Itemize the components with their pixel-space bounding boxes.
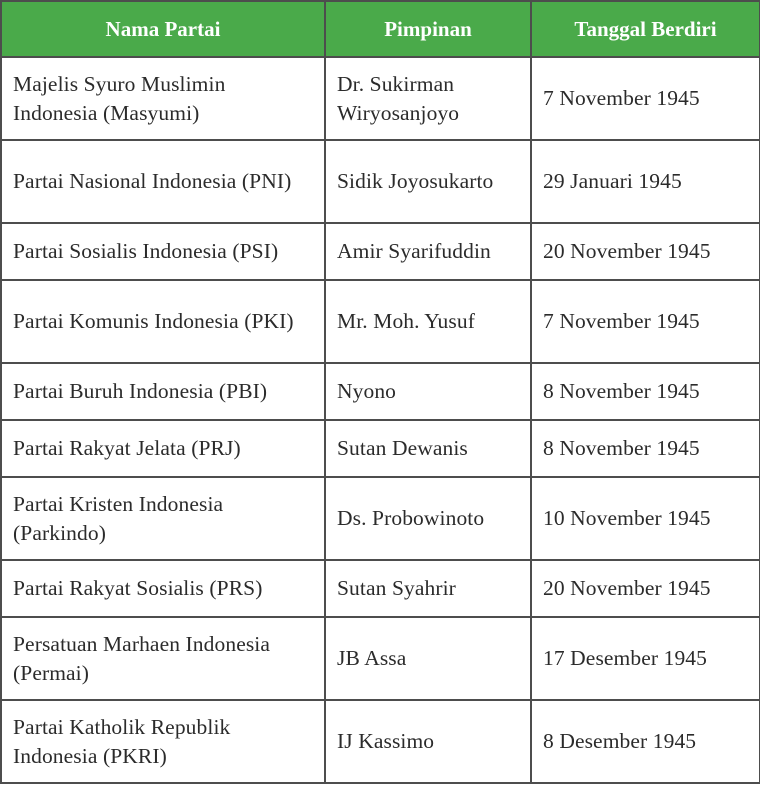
cell-pimpinan: Nyono — [325, 363, 531, 420]
cell-tanggal-berdiri: 20 November 1945 — [531, 560, 760, 617]
cell-tanggal-berdiri: 20 November 1945 — [531, 223, 760, 280]
table-row — [1, 223, 760, 280]
cell-tanggal-berdiri: 7 November 1945 — [531, 280, 760, 363]
cell-pimpinan: Sidik Joyosukarto — [325, 140, 531, 223]
cell-pimpinan: Dr. Sukirman Wiryosanjoyo — [325, 57, 531, 140]
cell-tanggal-berdiri: 7 November 1945 — [531, 57, 760, 140]
cell-nama-partai: Majelis Syuro Muslimin Indonesia (Masyumi) — [1, 57, 325, 140]
cell-tanggal-berdiri: 29 Januari 1945 — [531, 140, 760, 223]
cell-tanggal-berdiri: 8 Desember 1945 — [531, 700, 760, 783]
cell-nama-partai: Partai Kristen Indonesia (Parkindo) — [1, 477, 325, 560]
cell-nama-partai: Persatuan Marhaen Indonesia (Permai) — [1, 617, 325, 700]
table-row — [1, 560, 760, 617]
cell-pimpinan: IJ Kassimo — [325, 700, 531, 783]
table-row — [1, 700, 760, 783]
table-row — [1, 477, 760, 560]
cell-pimpinan: Sutan Dewanis — [325, 420, 531, 477]
cell-pimpinan: JB Assa — [325, 617, 531, 700]
table-row — [1, 140, 760, 223]
cell-nama-partai: Partai Katholik Republik Indonesia (PKRI) — [1, 700, 325, 783]
cell-nama-partai: Partai Rakyat Sosialis (PRS) — [1, 560, 325, 617]
cell-nama-partai: Partai Sosialis Indonesia (PSI) — [1, 223, 325, 280]
cell-tanggal-berdiri: 10 November 1945 — [531, 477, 760, 560]
table-row — [1, 57, 760, 140]
cell-tanggal-berdiri: 8 November 1945 — [531, 363, 760, 420]
cell-tanggal-berdiri: 8 November 1945 — [531, 420, 760, 477]
cell-pimpinan: Sutan Syahrir — [325, 560, 531, 617]
table-row — [1, 617, 760, 700]
cell-pimpinan: Ds. Probowinoto — [325, 477, 531, 560]
cell-pimpinan: Mr. Moh. Yusuf — [325, 280, 531, 363]
table-row — [1, 420, 760, 477]
cell-nama-partai: Partai Buruh Indonesia (PBI) — [1, 363, 325, 420]
header-tanggal-berdiri: Tanggal Berdiri — [531, 1, 760, 57]
cell-nama-partai: Partai Rakyat Jelata (PRJ) — [1, 420, 325, 477]
table-row — [1, 280, 760, 363]
header-pimpinan: Pimpinan — [325, 1, 531, 57]
table-row — [1, 363, 760, 420]
table-header-row — [1, 1, 760, 57]
cell-tanggal-berdiri: 17 Desember 1945 — [531, 617, 760, 700]
cell-nama-partai: Partai Nasional Indonesia (PNI) — [1, 140, 325, 223]
cell-nama-partai: Partai Komunis Indonesia (PKI) — [1, 280, 325, 363]
cell-pimpinan: Amir Syarifuddin — [325, 223, 531, 280]
header-nama-partai: Nama Partai — [1, 1, 325, 57]
